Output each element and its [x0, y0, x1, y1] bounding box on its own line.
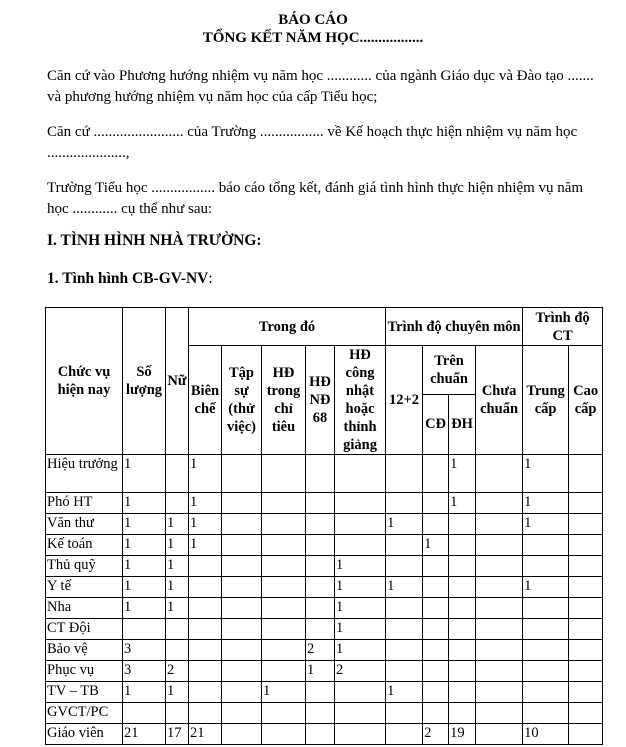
cell-cc [569, 619, 603, 640]
report-title: BÁO CÁO [278, 12, 348, 28]
cell-bien-che [189, 577, 222, 598]
table-row [46, 640, 603, 661]
cell-cc [569, 661, 603, 682]
header-cao-cap: Cao cấp [569, 346, 603, 455]
cell-hd-tct [262, 493, 306, 514]
cell-tc: 1 [523, 577, 569, 598]
intro-paragraph-3: Trường Tiểu học ................. báo cáo tổng kết, đánh giá tình hình thực hiện nhiệm vụ năm học ............ cụ thể như sau: [47, 180, 584, 217]
cell-hd-cn [335, 682, 386, 703]
cell-c12 [386, 556, 423, 577]
cell-cc [569, 598, 603, 619]
header-bien-che: Biên chế [189, 346, 222, 455]
cell-cd [423, 661, 449, 682]
cell-c12 [386, 640, 423, 661]
cell-hd-tct [262, 598, 306, 619]
cell-hd-tct [262, 577, 306, 598]
cell-hd-tct [262, 619, 306, 640]
cell-bien-che [189, 682, 222, 703]
cell-tc: 1 [523, 493, 569, 514]
intro-paragraph-1: Căn cứ vào Phương hướng nhiệm vụ năm học ............ của ngành Giáo dục và Đào tạo ....... và phương hướng nhiệm vụ năm học của cấp Tiểu học; [47, 68, 594, 105]
cell-hd-cn [335, 455, 386, 493]
cell-count [123, 619, 166, 640]
cell-hd-nd68 [306, 598, 335, 619]
cell-count: 1 [123, 493, 166, 514]
cell-cc [569, 455, 603, 493]
cell-hd-cn [335, 724, 386, 745]
header-hd-nd68: HĐ NĐ 68 [306, 346, 335, 455]
cell-chua [476, 535, 523, 556]
cell-female: 1 [166, 514, 189, 535]
cell-tap-su [222, 577, 262, 598]
cell-chua [476, 703, 523, 724]
cell-cd [423, 556, 449, 577]
cell-cc [569, 556, 603, 577]
cell-bien-che [189, 661, 222, 682]
header-chua-chuan: Chưa chuẩn [476, 346, 523, 455]
cell-bien-che: 1 [189, 493, 222, 514]
cell-tc [523, 640, 569, 661]
row-role: Giáo viên [46, 724, 123, 745]
cell-hd-nd68 [306, 619, 335, 640]
cell-chua [476, 493, 523, 514]
header-female: Nữ [166, 308, 189, 455]
staff-table-body [46, 455, 603, 745]
cell-hd-cn [335, 493, 386, 514]
cell-chua [476, 598, 523, 619]
cell-chua [476, 514, 523, 535]
cell-cd [423, 493, 449, 514]
report-subtitle: TỔNG KẾT NĂM HỌC................. [202, 30, 424, 46]
cell-count: 3 [123, 640, 166, 661]
header-tap-su: Tập sự (thử việc) [222, 346, 262, 455]
cell-c12 [386, 661, 423, 682]
cell-cc [569, 703, 603, 724]
table-row [46, 577, 603, 598]
table-row [46, 724, 603, 745]
cell-dh: 19 [449, 724, 476, 745]
cell-tap-su [222, 661, 262, 682]
cell-tap-su [222, 514, 262, 535]
header-hd-cong-nhat: HĐ công nhật hoặc thỉnh giảng [335, 346, 386, 455]
cell-cc [569, 577, 603, 598]
cell-tap-su [222, 598, 262, 619]
section-heading-1-1 [47, 270, 213, 288]
cell-tap-su [222, 493, 262, 514]
cell-cd [423, 598, 449, 619]
cell-tc [523, 535, 569, 556]
header-trong-do: Trong đó [189, 308, 386, 346]
row-role: Hiệu trưởng [46, 455, 123, 493]
cell-cc [569, 514, 603, 535]
cell-tap-su [222, 724, 262, 745]
cell-cd [423, 619, 449, 640]
cell-bien-che [189, 619, 222, 640]
header-12-2: 12+2 [386, 346, 423, 455]
cell-c12 [386, 535, 423, 556]
cell-bien-che: 1 [189, 455, 222, 493]
cell-chua [476, 577, 523, 598]
cell-count: 1 [123, 455, 166, 493]
table-row [46, 514, 603, 535]
cell-c12 [386, 493, 423, 514]
cell-tc [523, 598, 569, 619]
row-role: TV – TB [46, 682, 123, 703]
cell-chua [476, 619, 523, 640]
cell-hd-nd68 [306, 703, 335, 724]
cell-cc [569, 682, 603, 703]
cell-count: 21 [123, 724, 166, 745]
cell-dh: 1 [449, 493, 476, 514]
cell-hd-cn [335, 703, 386, 724]
cell-hd-cn: 1 [335, 577, 386, 598]
cell-hd-nd68 [306, 724, 335, 745]
cell-cd [423, 514, 449, 535]
cell-hd-cn [335, 535, 386, 556]
cell-c12 [386, 703, 423, 724]
cell-hd-nd68 [306, 514, 335, 535]
cell-count: 1 [123, 556, 166, 577]
cell-count: 1 [123, 682, 166, 703]
cell-cd [423, 577, 449, 598]
cell-bien-che [189, 640, 222, 661]
section-heading-1-1-text: 1. Tình hình CB-GV-NV [47, 270, 209, 287]
cell-tc: 10 [523, 724, 569, 745]
cell-bien-che: 21 [189, 724, 222, 745]
cell-dh [449, 556, 476, 577]
cell-tc [523, 703, 569, 724]
row-role: CT Đội [46, 619, 123, 640]
intro-paragraph-2: Căn cứ ........................ của Trường ................. về Kế hoạch thực hiện nhiệm vụ năm học ....................., [47, 124, 578, 161]
cell-dh [449, 682, 476, 703]
cell-female [166, 619, 189, 640]
row-role: GVCT/PC [46, 703, 123, 724]
cell-hd-nd68 [306, 493, 335, 514]
cell-female: 1 [166, 598, 189, 619]
cell-hd-nd68 [306, 682, 335, 703]
cell-hd-cn: 1 [335, 640, 386, 661]
row-role: Bảo vệ [46, 640, 123, 661]
cell-hd-cn: 2 [335, 661, 386, 682]
row-role: Y tế [46, 577, 123, 598]
cell-cc [569, 535, 603, 556]
cell-dh [449, 577, 476, 598]
cell-female [166, 640, 189, 661]
row-role: Thủ quỹ [46, 556, 123, 577]
cell-hd-nd68: 2 [306, 640, 335, 661]
table-row [46, 703, 603, 724]
section-heading-1: I. TÌNH HÌNH NHÀ TRƯỜNG: [47, 232, 262, 249]
cell-cc [569, 724, 603, 745]
table-row [46, 535, 603, 556]
cell-tc [523, 682, 569, 703]
cell-chua [476, 556, 523, 577]
cell-dh [449, 514, 476, 535]
cell-dh [449, 598, 476, 619]
cell-hd-nd68 [306, 556, 335, 577]
cell-cd [423, 703, 449, 724]
cell-hd-tct [262, 535, 306, 556]
cell-count: 3 [123, 661, 166, 682]
cell-dh [449, 661, 476, 682]
cell-dh: 1 [449, 455, 476, 493]
table-row [46, 619, 603, 640]
header-count: Số lượng [123, 308, 166, 455]
cell-hd-tct [262, 724, 306, 745]
cell-female [166, 493, 189, 514]
header-hd-trong-chi-tieu: HĐ trong chỉ tiêu [262, 346, 306, 455]
cell-count: 1 [123, 514, 166, 535]
row-role: Phó HT [46, 493, 123, 514]
cell-count: 1 [123, 577, 166, 598]
cell-count: 1 [123, 535, 166, 556]
cell-c12 [386, 598, 423, 619]
cell-chua [476, 455, 523, 493]
header-cd: CĐ [423, 394, 449, 454]
table-row [46, 556, 603, 577]
cell-hd-tct [262, 703, 306, 724]
cell-dh [449, 640, 476, 661]
cell-chua [476, 724, 523, 745]
cell-dh [449, 619, 476, 640]
cell-bien-che [189, 556, 222, 577]
cell-female: 1 [166, 682, 189, 703]
cell-hd-tct [262, 514, 306, 535]
cell-count: 1 [123, 598, 166, 619]
cell-c12 [386, 455, 423, 493]
cell-cd: 2 [423, 724, 449, 745]
header-trinh-do-ct: Trình độ CT [523, 308, 603, 346]
cell-tap-su [222, 556, 262, 577]
cell-bien-che: 1 [189, 514, 222, 535]
cell-hd-nd68 [306, 535, 335, 556]
cell-tap-su [222, 535, 262, 556]
header-dh: ĐH [449, 394, 476, 454]
cell-hd-tct: 1 [262, 682, 306, 703]
table-row [46, 598, 603, 619]
cell-female: 1 [166, 535, 189, 556]
cell-chua [476, 661, 523, 682]
cell-female: 17 [166, 724, 189, 745]
cell-cd [423, 640, 449, 661]
cell-bien-che: 1 [189, 535, 222, 556]
cell-hd-tct [262, 640, 306, 661]
cell-hd-tct [262, 556, 306, 577]
cell-c12 [386, 619, 423, 640]
cell-cc [569, 493, 603, 514]
cell-hd-cn [335, 514, 386, 535]
header-trung-cap: Trung cấp [523, 346, 569, 455]
cell-hd-cn: 1 [335, 556, 386, 577]
cell-tap-su [222, 682, 262, 703]
cell-dh [449, 703, 476, 724]
table-row [46, 493, 603, 514]
row-role: Phục vụ [46, 661, 123, 682]
table-row [46, 455, 603, 493]
table-row [46, 661, 603, 682]
header-role: Chức vụ hiện nay [46, 308, 123, 455]
cell-bien-che [189, 598, 222, 619]
cell-tap-su [222, 619, 262, 640]
cell-cc [569, 640, 603, 661]
header-tren-chuan: Trên chuẩn [423, 346, 476, 395]
cell-female [166, 455, 189, 493]
cell-hd-nd68: 1 [306, 661, 335, 682]
cell-female: 1 [166, 577, 189, 598]
cell-tc: 1 [523, 514, 569, 535]
cell-dh [449, 535, 476, 556]
row-role: Kế toán [46, 535, 123, 556]
cell-c12 [386, 724, 423, 745]
row-role: Văn thư [46, 514, 123, 535]
cell-bien-che [189, 703, 222, 724]
cell-tc: 1 [523, 455, 569, 493]
cell-chua [476, 640, 523, 661]
cell-c12: 1 [386, 577, 423, 598]
cell-hd-nd68 [306, 455, 335, 493]
cell-female [166, 703, 189, 724]
cell-tc [523, 661, 569, 682]
row-role: Nha [46, 598, 123, 619]
section-heading-1-1-colon: : [208, 270, 213, 287]
cell-tc [523, 619, 569, 640]
cell-cd [423, 455, 449, 493]
cell-tc [523, 556, 569, 577]
cell-hd-tct [262, 455, 306, 493]
cell-hd-cn: 1 [335, 598, 386, 619]
cell-count [123, 703, 166, 724]
cell-tap-su [222, 640, 262, 661]
cell-female: 1 [166, 556, 189, 577]
cell-tap-su [222, 703, 262, 724]
cell-cd: 1 [423, 535, 449, 556]
cell-hd-cn: 1 [335, 619, 386, 640]
staff-table [45, 307, 603, 745]
cell-hd-nd68 [306, 577, 335, 598]
table-row [46, 682, 603, 703]
cell-c12: 1 [386, 682, 423, 703]
cell-cd [423, 682, 449, 703]
cell-c12: 1 [386, 514, 423, 535]
cell-hd-tct [262, 661, 306, 682]
cell-tap-su [222, 455, 262, 493]
cell-chua [476, 682, 523, 703]
header-trinh-do-chuyen-mon: Trình độ chuyên môn [386, 308, 523, 346]
cell-female: 2 [166, 661, 189, 682]
